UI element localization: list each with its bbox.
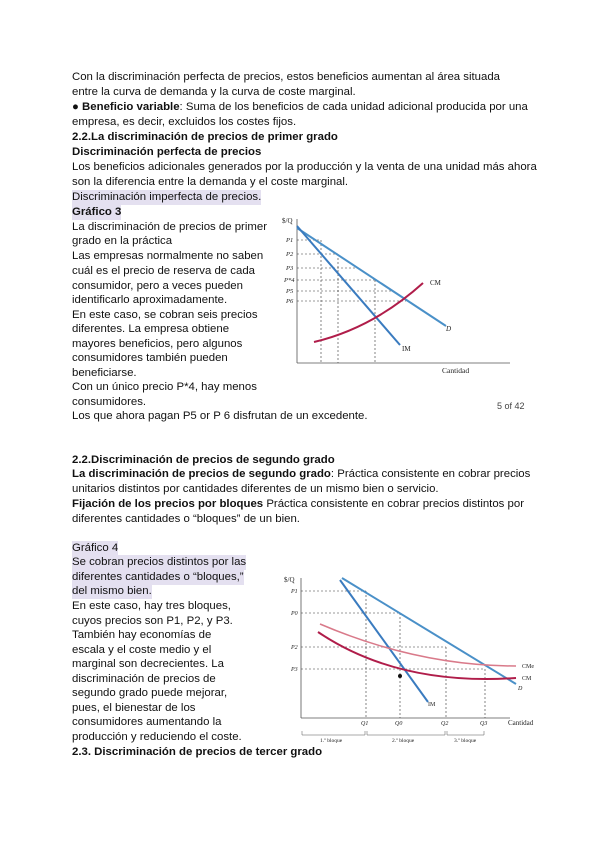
intro-line-2: entre la curva de demanda y la curva de coste marginal. (72, 86, 356, 98)
price-label: P5 (286, 288, 294, 295)
graph3-text: Las empresas normalmente no saben (72, 250, 264, 262)
subheading-perfect: Discriminación perfecta de precios (72, 146, 262, 158)
marginal-revenue-curve (340, 580, 428, 702)
graph4-text: segundo grado puede mejorar, (72, 687, 228, 699)
graph3-text: Los que ahora pagan P5 or P 6 disfrutan de un excedente. (72, 410, 368, 422)
im-label: IM (428, 702, 436, 708)
figure-4 (278, 566, 540, 744)
price-label: P0 (291, 611, 298, 617)
y-axis-label: $/Q (282, 217, 293, 225)
price-label: P1 (291, 589, 298, 595)
blocks-rest: Práctica consistente en cobrar precios distintos por (263, 498, 525, 510)
price-label: P6 (286, 298, 294, 305)
graph4-text: marginal son decrecientes. La (72, 658, 224, 670)
intro-line-4: empresa, es decir, excluidos los costes fijos. (72, 116, 297, 128)
blocks-line (72, 497, 524, 512)
graph3-text: En este caso, se cobran seis precios (72, 309, 258, 321)
im-label: IM (402, 345, 411, 353)
graph-4-label: Gráfico 4 (72, 542, 119, 554)
graph3-text: beneficiarse. (72, 367, 137, 379)
demand-label: D (446, 325, 452, 333)
block-label: 1.º bloque (320, 738, 343, 744)
figure-3 (278, 213, 520, 380)
graph4-highlight-text: del mismo bien. (72, 585, 152, 597)
bullet-definition: : Suma de los beneficios de cada unidad adicional producida por una (179, 101, 528, 113)
page-number: 5 of 42 (497, 401, 525, 411)
graph3-text: diferentes. La empresa obtiene (72, 323, 230, 335)
bullet-term: ● Beneficio variable (72, 101, 180, 113)
demand-curve (342, 578, 516, 684)
price-label: P*4 (284, 277, 295, 284)
price-label: P1 (286, 237, 294, 244)
graph4-text: escala y el coste medio y el (72, 644, 212, 656)
graph4-highlight-text: diferentes cantidades o “bloques,” (72, 571, 244, 583)
block-2-bracket (367, 731, 445, 735)
definition-line (72, 467, 530, 482)
block-3-bracket (447, 731, 484, 735)
graph3-text: consumidores también pueden (72, 352, 228, 364)
quantity-label: Q2 (441, 721, 449, 727)
price-label: P2 (286, 251, 294, 258)
definition-term: La discriminación de precios de segundo grado (72, 468, 331, 480)
price-label: P2 (291, 645, 298, 651)
graph3-text: grado en la práctica (72, 235, 173, 247)
blocks-line-2: diferentes cantidades o “bloques” de un bien. (72, 513, 300, 525)
quantity-label: Q3 (480, 721, 488, 727)
cm-label: CM (430, 279, 441, 287)
graph4-text: cuyos precios son P1, P2, y P3. (72, 615, 233, 627)
x-axis-label: Cantidad (508, 719, 534, 727)
intersection-point (398, 674, 402, 678)
graph4-text: discriminación de precios de (72, 673, 216, 685)
graph4-highlight-text: Se cobran precios distintos por las (72, 556, 247, 568)
graph3-text: cuál es el precio de reserva de cada (72, 265, 255, 277)
cm-label: CM (522, 676, 532, 682)
paragraph-line-2: son la diferencia entre la demanda y el coste marginal. (72, 176, 349, 188)
graph3-text: La discriminación de precios de primer (72, 221, 267, 233)
block-label: 2.º bloque (392, 738, 415, 744)
graph4-text: consumidores aumentando la (72, 716, 222, 728)
average-cost-curve (320, 624, 516, 666)
graph4-text: También hay economías de (72, 629, 212, 641)
graph3-text: identificarlo aproximadamente. (72, 294, 228, 306)
definition-rest: : Práctica consistente en cobrar precios (330, 468, 531, 480)
definition-line-2: unitarios distintos por cantidades diferentes de un mismo bien o servicio. (72, 483, 439, 495)
graph3-text: consumidor, pero a veces pueden (72, 280, 243, 292)
intro-line-1: Con la discriminación perfecta de precios, estos beneficios aumentan al área situada (72, 71, 501, 83)
paragraph-line-1: Los beneficios adicionales generados por la producción y la venta de una unidad más ahora (72, 161, 537, 173)
graph4-text: producción y reduciendo el coste. (72, 731, 242, 743)
block-label: 3.º bloque (454, 738, 477, 744)
demand-label: D (518, 686, 523, 692)
y-axis-label: $/Q (284, 576, 295, 584)
graph-3-label: Gráfico 3 (72, 206, 122, 218)
section-heading-second-degree: 2.2.Discriminación de precios de segundo grado (72, 454, 335, 466)
marginal-cost-curve (314, 283, 423, 342)
bullet-line (72, 100, 528, 115)
section-heading-third-degree: 2.3. Discriminación de precios de tercer grado (72, 746, 323, 758)
quantity-label: Q0 (395, 721, 403, 727)
graph3-text: Con un único precio P*4, hay menos (72, 381, 257, 393)
imperfect-discrimination: Discriminación imperfecta de precios. (72, 191, 262, 203)
cme-label: CMe (522, 664, 534, 670)
graph3-text: consumidores. (72, 396, 147, 408)
graph4-text: En este caso, hay tres bloques, (72, 600, 231, 612)
price-label: P3 (291, 667, 298, 673)
blocks-term: Fijación de los precios por bloques (72, 498, 264, 510)
quantity-label: Q1 (361, 721, 369, 727)
section-heading-first-degree: 2.2.La discriminación de precios de primer grado (72, 131, 338, 143)
x-axis-label: Cantidad (442, 366, 470, 375)
graph4-text: pues, el bienestar de los (72, 702, 196, 714)
graph3-text: mayores beneficios, pero algunos (72, 338, 243, 350)
block-1-bracket (302, 731, 365, 735)
price-label: P3 (286, 265, 294, 272)
